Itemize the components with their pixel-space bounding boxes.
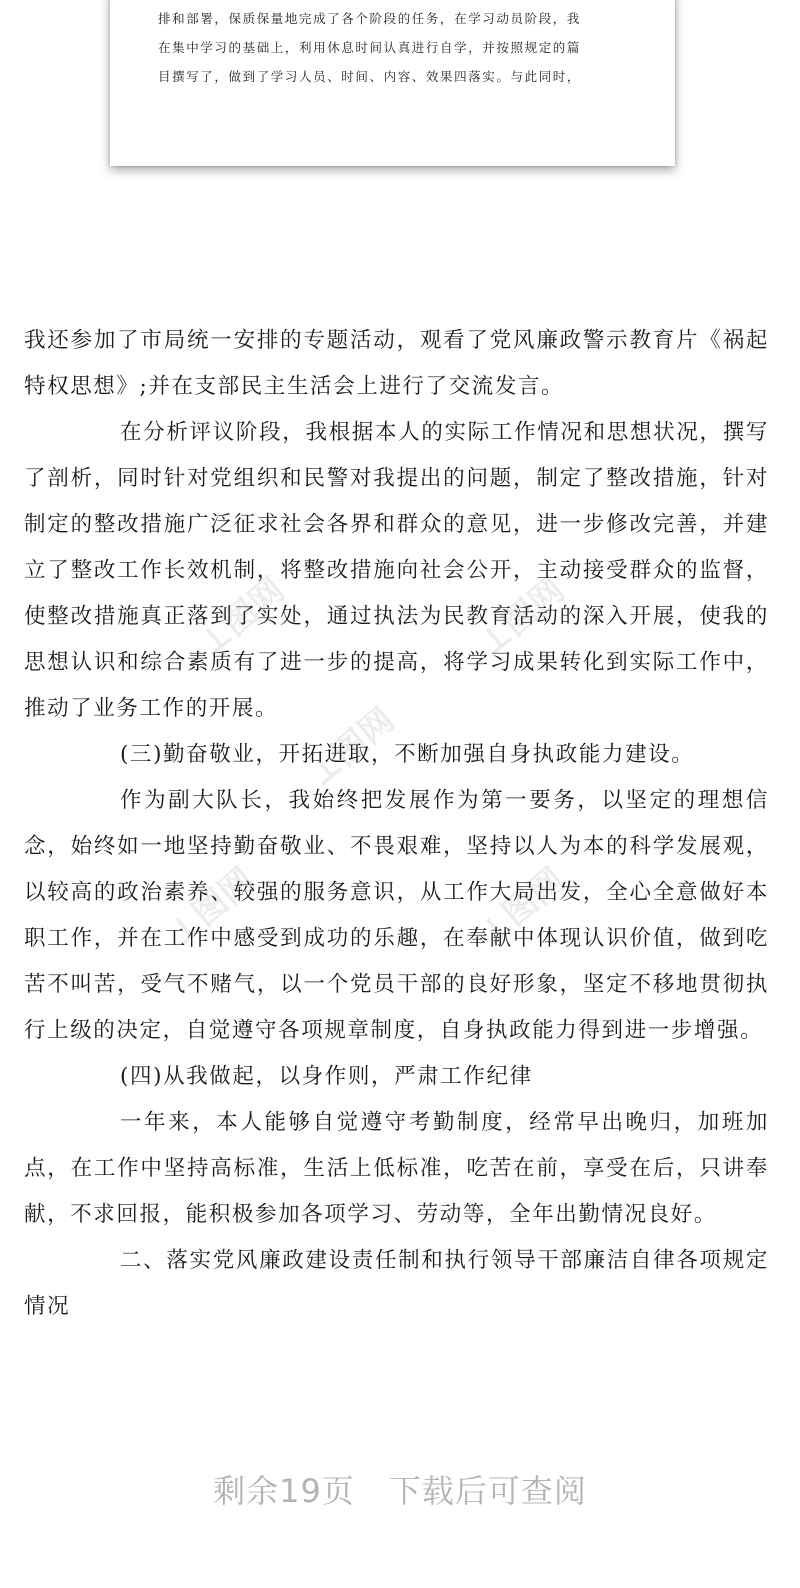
remaining-pages-count: 剩余19页 xyxy=(213,1472,355,1510)
watermark: ⊥图网 xyxy=(470,570,573,665)
watermark: ⊥图网 xyxy=(190,570,293,665)
download-to-view-link[interactable]: 下载后可查阅 xyxy=(388,1472,587,1510)
preview-line: 目撰写了，做到了学习人员、时间、内容、效果四落实。与此同时， xyxy=(158,69,582,84)
paragraph: 我还参加了市局统一安排的专题活动，观看了党风廉政警示教育片《祸起特权思想》;并在支部民主生活会上进行了交流发言。 xyxy=(24,328,769,399)
section-heading: 二、落实党风廉政建设责任制和执行领导干部廉洁自律各项规定情况 xyxy=(24,1248,769,1319)
document-body xyxy=(24,318,769,1330)
remaining-pages-notice[interactable] xyxy=(0,1466,800,1512)
document-preview-card xyxy=(110,0,675,166)
paragraph: 在分析评议阶段，我根据本人的实际工作情况和思想状况，撰写了剖析，同时针对党组织和民警对我提出的问题，制定了整改措施，针对制定的整改措施广泛征求社会各界和群众的意见，进一步修改完善，并建立了整改工作长效机制，将整改措施向社会公开，主动接受群众的监督，使整改措施真正落到了实处，通过执法为民教育活动的深入开展，使我的思想认识和综合素质有了进一步的提高，将学习成果转化到实际工作中，推动了业务工作的开展。 xyxy=(24,420,769,721)
section-heading: (四)从我做起，以身作则，严肃工作纪律 xyxy=(120,1064,533,1089)
paragraph: 作为副大队长，我始终把发展作为第一要务，以坚定的理想信念，始终如一地坚持勤奋敬业、不畏艰难，坚持以人为本的科学发展观，以较高的政治素养、较强的服务意识，从工作大局出发，全心全意做好本职工作，并在工作中感受到成功的乐趣，在奉献中体现认识价值，做到吃苦不叫苦，受气不赌气，以一个党员干部的良好形象，坚定不移地贯彻执行上级的决定，自觉遵守各项规章制度，自身执政能力得到进一步增强。 xyxy=(24,788,769,1043)
section-heading: (三)勤奋敬业，开拓进取，不断加强自身执政能力建设。 xyxy=(120,742,695,767)
preview-line: 排和部署，保质保量地完成了各个阶段的任务，在学习动员阶段，我 xyxy=(158,11,582,26)
watermark: ⊥图网 xyxy=(160,860,263,955)
watermark: ⊥图网 xyxy=(300,700,403,795)
preview-text-block xyxy=(158,4,638,91)
watermark: ⊥图网 xyxy=(470,860,573,955)
paragraph: 一年来，本人能够自觉遵守考勤制度，经常早出晚归，加班加点，在工作中坚持高标准，生活上低标准，吃苦在前，享受在后，只讲奉献，不求回报，能积极参加各项学习、劳动等，全年出勤情况良好。 xyxy=(24,1110,769,1227)
preview-line: 在集中学习的基础上，利用休息时间认真进行自学，并按照规定的篇 xyxy=(158,40,582,55)
